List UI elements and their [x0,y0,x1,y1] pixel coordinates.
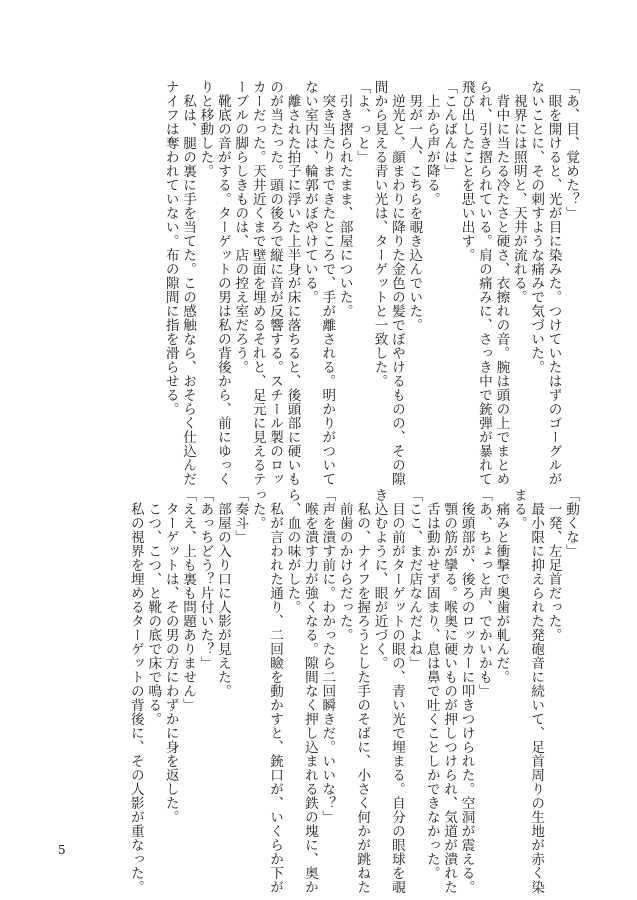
text-line: 「こんばんは」 [441,80,458,178]
text-line: ナイフは奪われていない。布の隙間に指を滑らせる。 [162,80,179,416]
text-line: 最小限に抑えられた発砲音に続いて、足首周りの生地が赤く染 [528,488,545,894]
text-line: 前歯のかけらだった。 [336,488,353,642]
text-line: 引き摺られたまま、部屋についた。 [336,80,353,318]
text-line: られ、引き摺られている。肩の痛みに、さっき中で銃弾が暴れて [475,80,492,486]
text-line: 喉を潰す力が強くなる。隙間なく押し込まれる鉄の塊に、奥か [301,488,318,894]
text-line: 「あ、目、覚めた？」 [563,80,579,220]
text-line: 「声を潰す前に。わかったら二回瞬きだ。いいな？」 [319,488,336,824]
text-line: 舌は動かせず固まり、息は鼻で吐くことしかできなかった。 [423,488,440,880]
text-line: まる。 [510,488,527,530]
text-line: ないことに、その刺すような痛みで気づいた。 [528,80,545,374]
text-line: 視界には照明と、天井が流れる。 [510,80,527,304]
text-line: 逆光と、顔まわりに降りた金色の髪でぼやけるものの、その隙 [388,80,405,486]
text-line: 「よ、っと」 [354,80,371,164]
text-line: 「ええ、上も裏も問題ありません」 [180,488,197,712]
text-line: 目の前がターゲットの眼の、青い光で埋まる。自分の眼球を覗 [388,488,405,894]
text-line: 靴底の音がする。ターゲットの男は私の背後から、前にゆっく [214,80,231,486]
text-line: ら、血の味がした。 [284,488,301,614]
text-line: 「奏斗」 [232,488,249,544]
text-line: こつ、こつ、と靴の底で床で鳴る。 [145,488,162,726]
text-line: 「あっちどう？片付いた？」 [197,488,214,670]
lower-text-block [79,488,579,894]
text-line: のが当たった。頭の後ろで縦に音が反響する。スチール製のロッ [267,80,284,486]
text-line: 離された拍子に浮いた上半身が床に落ちると、後頭部に硬いも [284,80,301,486]
text-line: 「ここ、まだ店なんだよね」 [406,488,423,670]
text-line: 顎の筋が攣る。喉奥に硬いものが押しつけられ、気道が潰れた [441,488,458,894]
page-number: 5 [58,843,66,857]
text-line: 眼を開けると、光が目に染みた。つけていたはずのゴーグルが [545,80,562,486]
text-line: 後頭部が、後ろのロッカーに叩きつけられた。空洞が震える。 [458,488,475,894]
text-line: ーブルの脚らしきものは、店の控え室だろう。 [232,80,249,374]
text-line: 突き当たりまできたところで、手が離される。明かりがついて [319,80,336,486]
text-line: りと移動した。 [197,80,214,178]
text-line: 間から見える青い光は、ターゲットと一致した。 [371,80,388,388]
text-line: 私が言われた通り、二回瞼を動かすと、銃口が、いくらか下が [267,488,284,894]
text-line: った。 [249,488,266,530]
text-line: 背中に当たる冷たさと硬さ、衣擦れの音。腕は頭の上でまとめ [493,80,510,486]
text-line: 「動くな」 [563,488,579,558]
upper-text-block [79,80,579,486]
text-line: 「あ、ちょっと声、でかいかも」 [475,488,492,698]
text-line: 私は、腿の裏に手を当てた。この感触なら、おそらく仕込んだ [180,80,197,486]
text-line: 上から声が降る。 [423,80,440,206]
text-line: ターゲットは、その男の方にわずかに身を返した。 [162,488,179,824]
text-line: 私の、ナイフを握ろうとした手のそばに、小さく何かが跳ねた [354,488,371,894]
text-line: き込むように、眼が近づく。 [371,488,388,670]
text-line: 私の視界を埋めるターゲットの背後に、その人影が重なった。 [127,488,144,894]
text-line: カーだった。天井近くまで壁面を埋めるそれと、足元に見えるテ [249,80,266,486]
text-line: 痛みと衝撃で奥歯が軋んだ。 [493,488,510,684]
text-line: 男が一人、こちらを覗き込んでいた。 [406,80,423,332]
text-line: ない室内は、輪郭がぼやけている。 [301,80,318,304]
text-line: 飛び出したことを思い出す。 [458,80,475,262]
text-line: 一発、左足首だった。 [545,488,562,642]
text-line: 部屋の入り口に人影が見えた。 [214,488,231,698]
